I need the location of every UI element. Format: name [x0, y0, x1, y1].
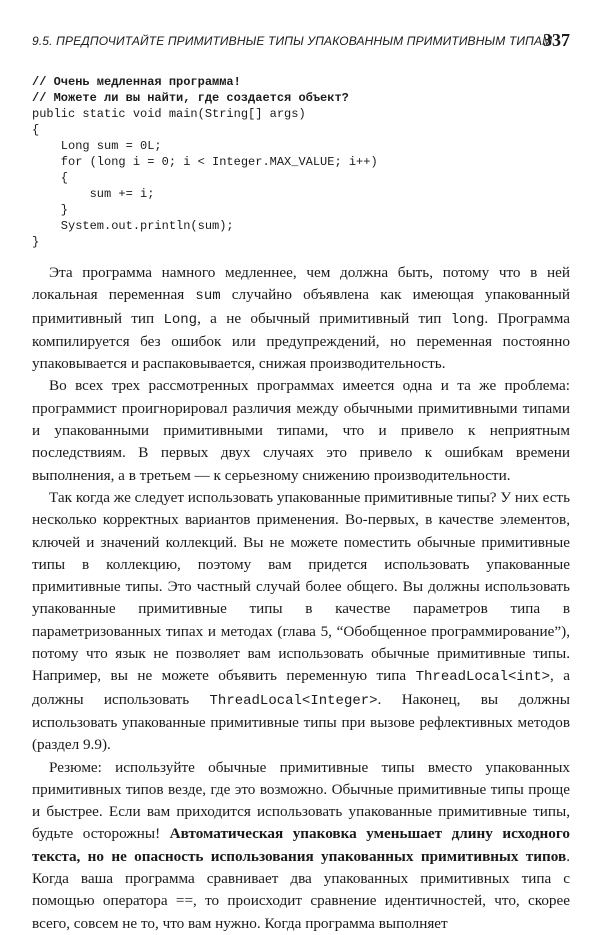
code-listing: [32, 74, 572, 250]
code-line: {: [32, 123, 40, 137]
code-line: System.out.println(sum);: [32, 219, 234, 233]
code-comment: // Очень медленная программа!: [32, 75, 241, 89]
code-line: }: [32, 235, 40, 249]
paragraph: Так когда же следует использовать упакованные примитивные типы? У них есть несколько корректных вариантов применения. Во-первых, в качестве элементов, ключей и значений коллекций. Вы не можете поместить обычные примитивные типы в коллекцию, поэтому вам придется использовать упакованные примитивные типы. Это частный случай более общего. Вы должны использовать упакованные примитивные типы в качестве параметров типа в параметризованных типах и методах (глава 5, “Обобщенное программирование”), потому что язык не позволяет вам использовать обычные примитивные типы. Например, вы не можете объявить переменную типа ThreadLocal<int>, а должны использовать ThreadLocal<Integer>. Наконец, вы должны использовать упакованные примитивные типы при вызове рефлективных методов (раздел 9.9).: [32, 488, 570, 754]
code-line: public static void main(String[] args): [32, 107, 306, 121]
inline-code: Long: [163, 311, 198, 328]
paragraph: Эта программа намного медленнее, чем должна быть, потому что в ней локальная переменная sum случайно объявлена как имеющая упакованный примитивный тип Long, а не обычный примитивный тип long. Программа компилируется без ошибок или предупреждений, но переменная постоянно упаковывается и распаковывается, снижая производительность.: [32, 264, 571, 373]
paragraph: Во всех трех рассмотренных программах имеется одна и та же проблема: программист проигнорировал различия между обычными примитивными типами и упакованными примитивными типами, что и привело к неприятным последствиям. В первых двух случаях это привело к ошибкам времени выполнения, а в третьем — к серьезному снижению производительности.: [32, 377, 570, 484]
code-line: {: [32, 171, 69, 185]
code-line: for (long i = 0; i < Integer.MAX_VALUE; i++): [32, 155, 378, 169]
code-line: sum += i;: [32, 187, 155, 201]
inline-code: ThreadLocal<Integer>: [209, 692, 378, 709]
code-line: }: [32, 203, 69, 217]
inline-code: sum: [195, 288, 221, 305]
inline-code: long: [450, 311, 485, 328]
running-header: [32, 30, 570, 54]
chapter-title: 9.5. ПРЕДПОЧИТАЙТЕ ПРИМИТИВНЫЕ ТИПЫ УПАКОВАННЫМ ПРИМИТИВНЫМ ТИПАМ: [32, 34, 553, 48]
paragraph: Резюме: используйте обычные примитивные типы вместо упакованных примитивных типов везде, где это возможно. Обычные примитивные типы проще и быстрее. Если вам приходится использовать упакованные примитивные типы, будьте осторожны! Автоматическая упаковка уменьшает длину исходного текста, но не опасность использования упакованных примитивных типов. Когда ваша программа сравнивает два упакованных примитивных типа с помощью оператора ==, то происходит сравнение идентичностей, что, скорее всего, совсем не то, что вам нужно. Когда программа выполняет: [32, 758, 570, 932]
code-comment: // Можете ли вы найти, где создается объект?: [32, 91, 349, 105]
code-line: Long sum = 0L;: [32, 139, 162, 153]
inline-code: ThreadLocal<int>: [415, 669, 551, 686]
body-text: [32, 262, 570, 935]
bold-emphasis: Автоматическая упаковка уменьшает длину исходного текста, но не опасность использования упакованных примитивных типов: [32, 825, 570, 865]
page-number: 337: [543, 30, 570, 50]
